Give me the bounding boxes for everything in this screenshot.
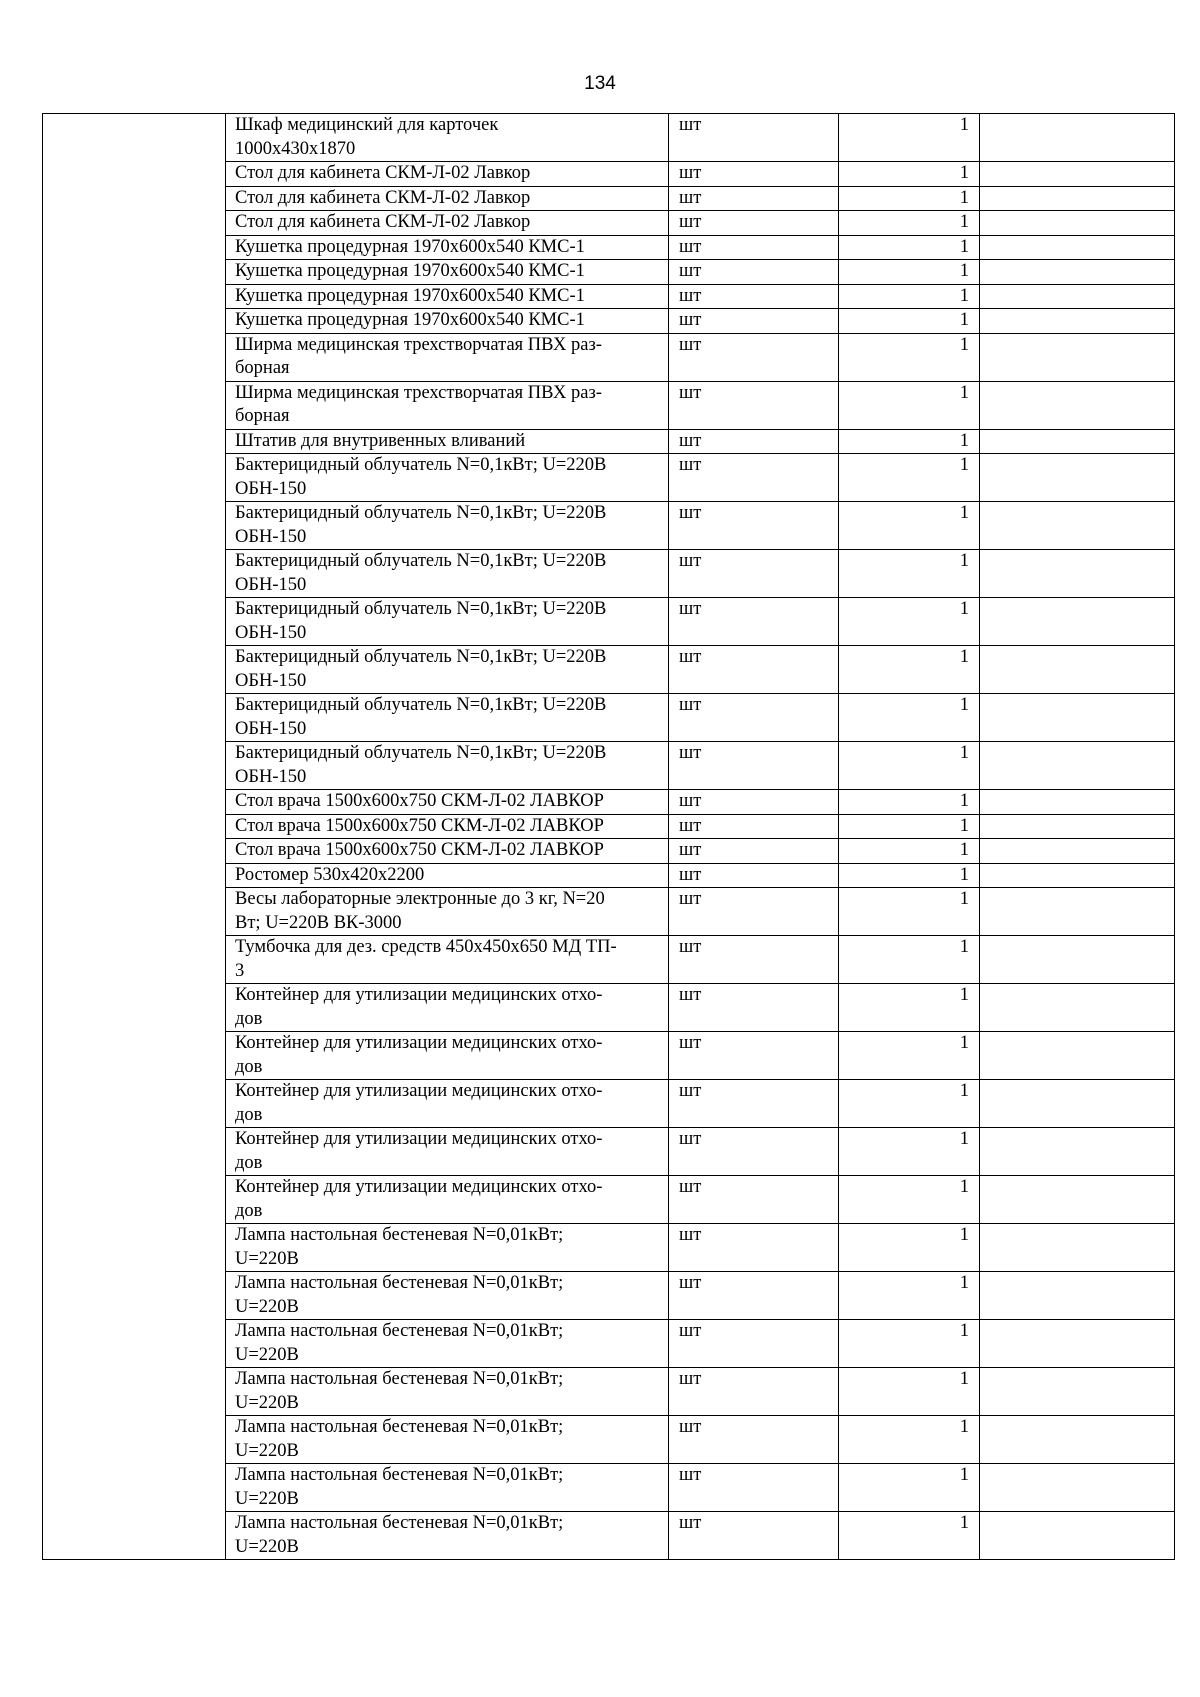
item-note-cell (980, 1224, 1175, 1272)
item-unit: шт (679, 1513, 702, 1533)
item-name-cell (226, 454, 669, 502)
item-note-cell (980, 1080, 1175, 1128)
item-quantity-cell (839, 888, 980, 936)
item-unit: шт (679, 1369, 702, 1389)
item-name: Бактерицидный облучатель N=0,1кВт; U=220В ОБН-150 (235, 503, 607, 547)
item-name: Лампа настольная бестеневая N=0,01кВт; U=220В (235, 1321, 564, 1365)
item-note-cell (980, 1176, 1175, 1224)
item-name-cell (226, 1032, 669, 1080)
item-quantity: 1 (959, 310, 969, 330)
item-unit: шт (679, 985, 702, 1005)
item-unit-cell (669, 114, 839, 162)
item-note-cell (980, 162, 1175, 187)
item-unit-cell (669, 454, 839, 502)
item-name: Стол для кабинета СКМ-Л-02 Лавкор (235, 163, 531, 183)
item-name: Лампа настольная бестеневая N=0,01кВт; U=220В (235, 1369, 564, 1413)
item-name-cell (226, 694, 669, 742)
item-name: Кушетка процедурная 1970x600x540 КМС-1 (235, 310, 585, 330)
item-unit-cell (669, 260, 839, 285)
item-note-cell (980, 1272, 1175, 1320)
item-quantity: 1 (959, 187, 969, 208)
item-name: Лампа настольная бестеневая N=0,01кВт; U=220В (235, 1465, 564, 1509)
item-quantity: 1 (959, 889, 969, 909)
merged-left-cell (43, 114, 226, 1560)
item-name-cell (226, 1368, 669, 1416)
item-quantity: 1 (959, 985, 969, 1005)
item-unit: шт (679, 599, 702, 619)
item-unit-cell (669, 1416, 839, 1464)
item-name: Контейнер для утилизации медицинских отхо- дов (235, 1177, 603, 1221)
item-name: Штатив для внутривенных вливаний (235, 430, 526, 451)
item-quantity-cell (839, 235, 980, 260)
item-name-cell (226, 1224, 669, 1272)
item-name-cell (226, 502, 669, 550)
item-quantity: 1 (959, 1225, 969, 1245)
item-unit-cell (669, 186, 839, 211)
item-quantity: 1 (959, 1033, 969, 1053)
item-quantity: 1 (959, 695, 969, 715)
item-name-cell (226, 186, 669, 211)
item-quantity-cell (839, 454, 980, 502)
item-name-cell (226, 1272, 669, 1320)
item-note-cell (980, 284, 1175, 309)
item-unit: шт (679, 815, 702, 836)
item-unit: шт (679, 236, 702, 257)
item-quantity-cell (839, 211, 980, 236)
item-quantity-cell (839, 284, 980, 309)
item-unit: шт (679, 1465, 702, 1485)
item-note-cell (980, 454, 1175, 502)
item-note-cell (980, 888, 1175, 936)
item-name: Стол врача 1500x600x750 СКМ-Л-02 ЛАВКОР (235, 791, 604, 811)
item-unit-cell (669, 1512, 839, 1560)
item-note-cell (980, 646, 1175, 694)
item-quantity-cell (839, 1368, 980, 1416)
item-note-cell (980, 1320, 1175, 1368)
item-unit: шт (679, 864, 702, 885)
item-name: Стол для кабинета СКМ-Л-02 Лавкор (235, 187, 531, 208)
item-name: Стол врача 1500x600x750 СКМ-Л-02 ЛАВКОР (235, 815, 604, 836)
item-unit-cell (669, 1032, 839, 1080)
item-quantity: 1 (959, 1273, 969, 1293)
item-name-cell (226, 1464, 669, 1512)
item-note-cell (980, 550, 1175, 598)
item-name: Лампа настольная бестеневая N=0,01кВт; U=220В (235, 1273, 564, 1317)
item-quantity-cell (839, 1176, 980, 1224)
item-name-cell (226, 646, 669, 694)
item-unit-cell (669, 646, 839, 694)
item-unit: шт (679, 1129, 702, 1149)
item-quantity: 1 (959, 551, 969, 571)
item-quantity-cell (839, 1080, 980, 1128)
item-note-cell (980, 114, 1175, 162)
item-quantity-cell (839, 1320, 980, 1368)
item-unit: шт (679, 791, 702, 811)
item-unit: шт (679, 503, 702, 523)
item-note-cell (980, 694, 1175, 742)
item-name-cell (226, 936, 669, 984)
item-note-cell (980, 381, 1175, 429)
item-unit-cell (669, 1464, 839, 1512)
item-quantity: 1 (959, 599, 969, 619)
item-name-cell (226, 1176, 669, 1224)
item-quantity-cell (839, 694, 980, 742)
item-name-cell (226, 284, 669, 309)
item-note-cell (980, 1512, 1175, 1560)
item-unit: шт (679, 743, 702, 763)
item-unit-cell (669, 936, 839, 984)
item-name-cell (226, 888, 669, 936)
item-name: Бактерицидный облучатель N=0,1кВт; U=220В ОБН-150 (235, 647, 607, 691)
item-quantity-cell (839, 333, 980, 381)
item-quantity: 1 (959, 1417, 969, 1437)
table-body (43, 114, 1175, 1560)
item-quantity: 1 (959, 430, 969, 451)
item-name: Бактерицидный облучатель N=0,1кВт; U=220В ОБН-150 (235, 695, 607, 739)
item-quantity: 1 (959, 163, 969, 183)
item-unit: шт (679, 1321, 702, 1341)
item-quantity: 1 (959, 1321, 969, 1341)
item-name: Лампа настольная бестеневая N=0,01кВт; U=220В (235, 1513, 564, 1557)
item-quantity-cell (839, 381, 980, 429)
item-name-cell (226, 550, 669, 598)
item-unit-cell (669, 550, 839, 598)
item-name: Стол для кабинета СКМ-Л-02 Лавкор (235, 212, 531, 232)
item-quantity: 1 (959, 382, 969, 403)
item-name: Лампа настольная бестеневая N=0,01кВт; U=220В (235, 1225, 564, 1269)
item-quantity-cell (839, 646, 980, 694)
item-unit-cell (669, 1320, 839, 1368)
item-note-cell (980, 839, 1175, 864)
item-unit: шт (679, 647, 702, 667)
item-name: Лампа настольная бестеневая N=0,01кВт; U=220В (235, 1417, 564, 1461)
item-name: Контейнер для утилизации медицинских отхо- дов (235, 1081, 603, 1125)
item-name-cell (226, 839, 669, 864)
item-quantity-cell (839, 550, 980, 598)
item-quantity-cell (839, 814, 980, 839)
item-name-cell (226, 162, 669, 187)
item-quantity: 1 (959, 236, 969, 257)
item-quantity-cell (839, 790, 980, 815)
item-name-cell (226, 1128, 669, 1176)
item-unit-cell (669, 598, 839, 646)
item-quantity: 1 (959, 864, 969, 885)
item-quantity-cell (839, 742, 980, 790)
item-quantity: 1 (959, 840, 969, 860)
item-note-cell (980, 598, 1175, 646)
item-unit: шт (679, 695, 702, 715)
item-unit: шт (679, 840, 702, 860)
item-quantity-cell (839, 1464, 980, 1512)
item-quantity: 1 (959, 647, 969, 667)
item-name: Бактерицидный облучатель N=0,1кВт; U=220В ОБН-150 (235, 743, 607, 787)
item-note-cell (980, 814, 1175, 839)
item-note-cell (980, 790, 1175, 815)
item-quantity-cell (839, 1512, 980, 1560)
item-quantity: 1 (959, 285, 969, 306)
item-name-cell (226, 1512, 669, 1560)
item-note-cell (980, 1032, 1175, 1080)
item-note-cell (980, 1464, 1175, 1512)
item-unit-cell (669, 790, 839, 815)
item-quantity: 1 (959, 791, 969, 811)
item-name: Контейнер для утилизации медицинских отхо- дов (235, 1129, 603, 1173)
item-unit: шт (679, 937, 702, 957)
item-unit-cell (669, 888, 839, 936)
item-name: Ширма медицинская трехстворчатая ПВХ раз- борная (235, 382, 602, 426)
item-name-cell (226, 598, 669, 646)
item-unit: шт (679, 1081, 702, 1101)
item-name: Бактерицидный облучатель N=0,1кВт; U=220В ОБН-150 (235, 551, 607, 595)
item-quantity-cell (839, 114, 980, 162)
item-unit-cell (669, 1272, 839, 1320)
item-note-cell (980, 1416, 1175, 1464)
item-note-cell (980, 186, 1175, 211)
item-unit: шт (679, 1177, 702, 1197)
item-name-cell (226, 1416, 669, 1464)
item-unit-cell (669, 1224, 839, 1272)
item-unit: шт (679, 261, 702, 281)
item-quantity-cell (839, 162, 980, 187)
item-note-cell (980, 1128, 1175, 1176)
item-unit-cell (669, 429, 839, 454)
item-unit: шт (679, 163, 702, 183)
item-name-cell (226, 260, 669, 285)
item-unit-cell (669, 1128, 839, 1176)
item-unit-cell (669, 839, 839, 864)
item-unit: шт (679, 382, 702, 403)
item-unit-cell (669, 309, 839, 334)
item-quantity: 1 (959, 1177, 969, 1197)
item-unit-cell (669, 694, 839, 742)
item-quantity-cell (839, 186, 980, 211)
item-quantity-cell (839, 309, 980, 334)
item-name-cell (226, 235, 669, 260)
item-name-cell (226, 1320, 669, 1368)
item-name-cell (226, 814, 669, 839)
item-unit-cell (669, 984, 839, 1032)
item-name: Тумбочка для дез. средств 450x450x650 МД ТП- 3 (235, 937, 617, 981)
item-unit: шт (679, 1033, 702, 1053)
item-name: Ширма медицинская трехстворчатая ПВХ раз- борная (235, 334, 602, 378)
item-note-cell (980, 211, 1175, 236)
item-name-cell (226, 211, 669, 236)
item-quantity: 1 (959, 455, 969, 475)
item-unit: шт (679, 551, 702, 571)
item-name: Контейнер для утилизации медицинских отхо- дов (235, 1033, 603, 1077)
item-unit: шт (679, 310, 702, 330)
item-name-cell (226, 333, 669, 381)
item-quantity-cell (839, 936, 980, 984)
item-note-cell (980, 429, 1175, 454)
item-quantity-cell (839, 839, 980, 864)
item-name-cell (226, 1080, 669, 1128)
item-quantity-cell (839, 429, 980, 454)
item-name-cell (226, 114, 669, 162)
item-name-cell (226, 863, 669, 888)
item-quantity-cell (839, 260, 980, 285)
item-name: Шкаф медицинский для карточек 1000x430x1870 (235, 115, 499, 159)
table-row (43, 114, 1175, 162)
item-unit-cell (669, 1176, 839, 1224)
item-name: Весы лабораторные электронные до 3 кг, N=20 Вт; U=220В ВК-3000 (235, 889, 605, 933)
item-unit-cell (669, 863, 839, 888)
item-name-cell (226, 790, 669, 815)
item-quantity: 1 (959, 334, 969, 355)
item-unit: шт (679, 115, 702, 135)
item-quantity-cell (839, 1032, 980, 1080)
item-unit-cell (669, 162, 839, 187)
item-name: Стол врача 1500x600x750 СКМ-Л-02 ЛАВКОР (235, 840, 604, 860)
item-name: Кушетка процедурная 1970x600x540 КМС-1 (235, 261, 585, 281)
item-unit-cell (669, 1368, 839, 1416)
item-unit-cell (669, 814, 839, 839)
item-name: Контейнер для утилизации медицинских отхо- дов (235, 985, 603, 1029)
equipment-table (42, 113, 1175, 1560)
item-note-cell (980, 260, 1175, 285)
item-name: Ростомер 530x420x2200 (235, 864, 425, 885)
item-unit-cell (669, 211, 839, 236)
item-unit: шт (679, 1417, 702, 1437)
item-quantity: 1 (959, 261, 969, 281)
item-quantity-cell (839, 1272, 980, 1320)
item-name-cell (226, 309, 669, 334)
item-quantity-cell (839, 598, 980, 646)
item-quantity: 1 (959, 815, 969, 836)
item-note-cell (980, 309, 1175, 334)
item-name: Бактерицидный облучатель N=0,1кВт; U=220В ОБН-150 (235, 599, 607, 643)
item-quantity: 1 (959, 212, 969, 232)
item-note-cell (980, 863, 1175, 888)
item-note-cell (980, 1368, 1175, 1416)
item-note-cell (980, 742, 1175, 790)
item-unit-cell (669, 333, 839, 381)
item-note-cell (980, 936, 1175, 984)
item-unit: шт (679, 455, 702, 475)
item-note-cell (980, 984, 1175, 1032)
item-unit: шт (679, 1273, 702, 1293)
item-unit-cell (669, 235, 839, 260)
item-unit-cell (669, 502, 839, 550)
item-unit: шт (679, 212, 702, 232)
item-name: Бактерицидный облучатель N=0,1кВт; U=220В ОБН-150 (235, 455, 607, 499)
item-quantity: 1 (959, 1513, 969, 1533)
item-note-cell (980, 502, 1175, 550)
item-note-cell (980, 333, 1175, 381)
item-unit: шт (679, 334, 702, 355)
item-quantity: 1 (959, 1129, 969, 1149)
item-quantity-cell (839, 984, 980, 1032)
item-unit: шт (679, 187, 702, 208)
item-unit: шт (679, 430, 702, 451)
item-quantity-cell (839, 1128, 980, 1176)
item-quantity-cell (839, 863, 980, 888)
item-name: Кушетка процедурная 1970x600x540 КМС-1 (235, 285, 585, 306)
page-number: 134 (584, 73, 616, 94)
item-quantity-cell (839, 502, 980, 550)
item-unit-cell (669, 1080, 839, 1128)
item-quantity-cell (839, 1224, 980, 1272)
item-unit: шт (679, 285, 702, 306)
item-name-cell (226, 381, 669, 429)
item-note-cell (980, 235, 1175, 260)
item-unit: шт (679, 1225, 702, 1245)
item-quantity: 1 (959, 503, 969, 523)
item-name: Кушетка процедурная 1970x600x540 КМС-1 (235, 236, 585, 257)
item-name-cell (226, 742, 669, 790)
item-quantity: 1 (959, 1081, 969, 1101)
item-unit-cell (669, 381, 839, 429)
item-name-cell (226, 984, 669, 1032)
item-unit-cell (669, 284, 839, 309)
item-quantity: 1 (959, 743, 969, 763)
item-quantity: 1 (959, 937, 969, 957)
item-quantity-cell (839, 1416, 980, 1464)
item-quantity: 1 (959, 1369, 969, 1389)
item-unit-cell (669, 742, 839, 790)
item-quantity: 1 (959, 115, 969, 135)
item-unit: шт (679, 889, 702, 909)
item-quantity: 1 (959, 1465, 969, 1485)
item-name-cell (226, 429, 669, 454)
